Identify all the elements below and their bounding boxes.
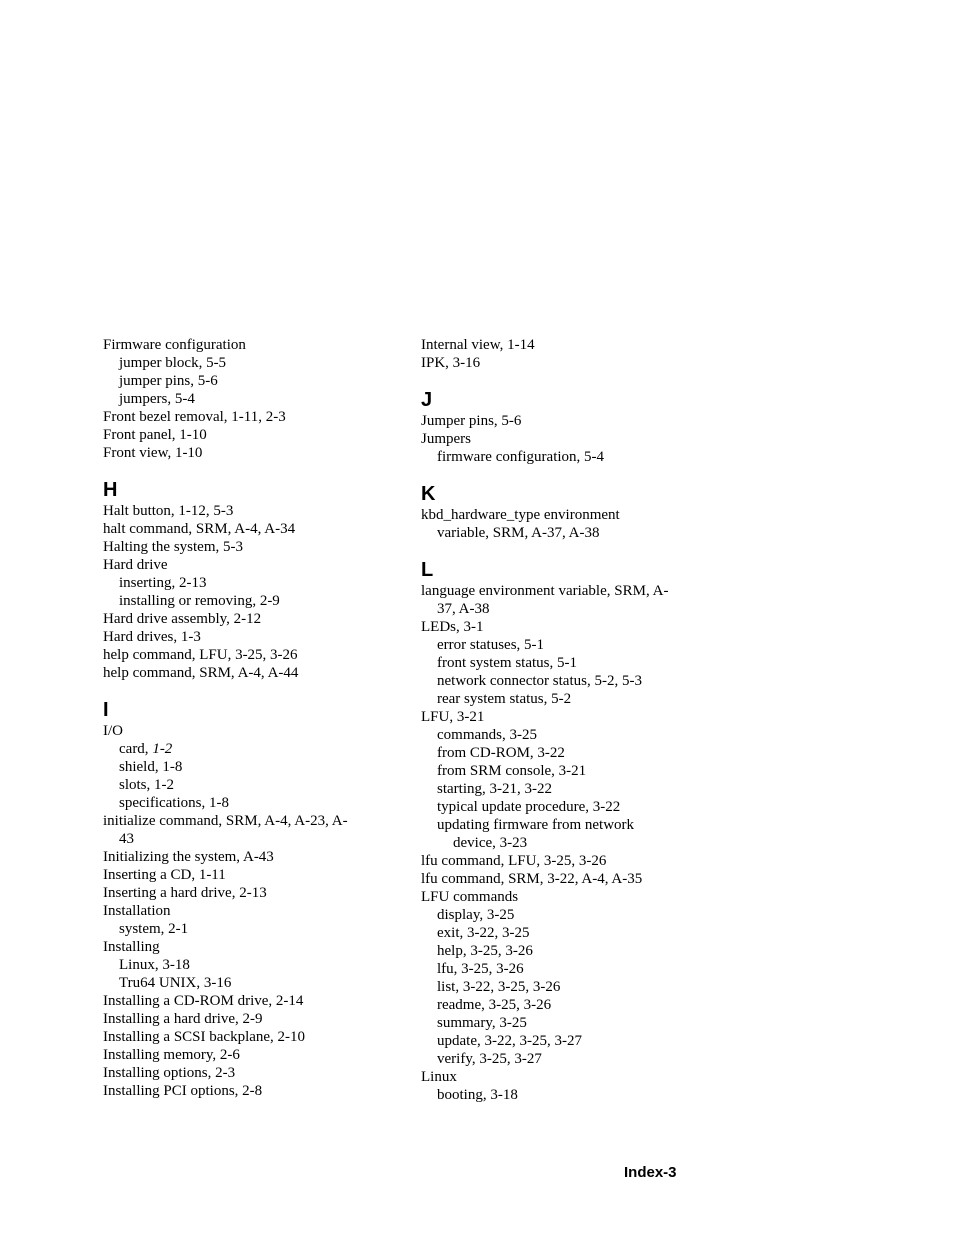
index-letter-heading: L [421,559,434,581]
index-entry: IPK, 3-16 [421,355,481,371]
index-subentry: Tru64 UNIX, 3-16 [119,975,232,991]
index-entry: Linux [421,1069,457,1085]
index-entry: Initializing the system, A-43 [103,849,274,865]
page-number: Index-3 [624,1164,677,1181]
index-entry: Firmware configuration [103,337,246,353]
index-entry: lfu command, SRM, 3-22, A-4, A-35 [421,871,643,887]
index-subentry: verify, 3-25, 3-27 [437,1051,542,1067]
index-entry: Hard drive assembly, 2-12 [103,611,262,627]
index-entry: Inserting a CD, 1-11 [103,867,226,883]
index-entry: kbd_hardware_type environment [421,507,620,523]
index-entry: LFU, 3-21 [421,709,485,725]
index-subentry: network connector status, 5-2, 5-3 [437,673,642,689]
index-subentry: booting, 3-18 [437,1087,518,1103]
index-subentry: 43 [119,831,134,847]
index-entry: Front bezel removal, 1-11, 2-3 [103,409,286,425]
index-entry: help command, LFU, 3-25, 3-26 [103,647,298,663]
index-column-right [421,336,711,1104]
index-subentry: system, 2-1 [119,921,189,937]
index-subentry: jumper block, 5-5 [119,355,227,371]
index-subentry: Linux, 3-18 [119,957,190,973]
index-subentry: shield, 1-8 [119,759,183,775]
index-entry: Hard drive [103,557,168,573]
index-entry: Installing PCI options, 2-8 [103,1083,263,1099]
index-entry: Inserting a hard drive, 2-13 [103,885,267,901]
index-entry: Internal view, 1-14 [421,337,535,353]
index-entry: Installing options, 2-3 [103,1065,236,1081]
index-letter-heading: H [103,479,118,501]
index-subentry: firmware configuration, 5-4 [437,449,605,465]
index-subentry: from CD-ROM, 3-22 [437,745,565,761]
index-entry: Halt button, 1-12, 5-3 [103,503,234,519]
index-subentry: list, 3-22, 3-25, 3-26 [437,979,561,995]
index-subentry: readme, 3-25, 3-26 [437,997,552,1013]
index-subentry: display, 3-25 [437,907,515,923]
index-entry: Front view, 1-10 [103,445,203,461]
index-subentry: lfu, 3-25, 3-26 [437,961,524,977]
index-subentry: installing or removing, 2-9 [119,593,280,609]
index-subentry: front system status, 5-1 [437,655,577,671]
index-entry: Installing a CD-ROM drive, 2-14 [103,993,304,1009]
index-subentry: rear system status, 5-2 [437,691,572,707]
index-entry: language environment variable, SRM, A- [421,583,669,599]
index-subentry: typical update procedure, 3-22 [437,799,621,815]
index-entry: Installing [103,939,160,955]
index-subentry: exit, 3-22, 3-25 [437,925,530,941]
index-subentry: jumpers, 5-4 [119,391,195,407]
index-subentry: summary, 3-25 [437,1015,527,1031]
index-entry: lfu command, LFU, 3-25, 3-26 [421,853,607,869]
index-subentry [103,740,403,758]
index-subentry: commands, 3-25 [437,727,537,743]
index-subentry: 37, A-38 [437,601,490,617]
index-subentry: from SRM console, 3-21 [437,763,587,779]
index-entry: LEDs, 3-1 [421,619,484,635]
index-entry: Installing a hard drive, 2-9 [103,1011,263,1027]
index-entry: Installation [103,903,171,919]
index-subentry: error statuses, 5-1 [437,637,545,653]
index-subentry: inserting, 2-13 [119,575,207,591]
index-letter-heading: J [421,389,433,411]
index-entry: Jumper pins, 5-6 [421,413,522,429]
index-column-left [103,336,403,1100]
index-letter-heading: K [421,483,436,505]
index-entry: Hard drives, 1-3 [103,629,201,645]
index-entry: initialize command, SRM, A-4, A-23, A- [103,813,348,829]
index-subentry: jumper pins, 5-6 [119,373,218,389]
index-letter-heading: I [103,699,109,721]
index-page-ref: 1-2 [152,741,173,757]
index-entry: Front panel, 1-10 [103,427,207,443]
index-subentry: help, 3-25, 3-26 [437,943,533,959]
index-entry: Jumpers [421,431,471,447]
index-entry: help command, SRM, A-4, A-44 [103,665,299,681]
index-subentry: device, 3-23 [453,835,528,851]
index-subentry: specifications, 1-8 [119,795,229,811]
index-entry: I/O [103,723,123,739]
index-subentry: starting, 3-21, 3-22 [437,781,552,797]
index-entry: LFU commands [421,889,519,905]
index-entry: Installing memory, 2-6 [103,1047,240,1063]
index-subentry: update, 3-22, 3-25, 3-27 [437,1033,582,1049]
index-entry: Installing a SCSI backplane, 2-10 [103,1029,306,1045]
index-subentry: updating firmware from network [437,817,635,833]
index-subentry: slots, 1-2 [119,777,175,793]
index-subentry: variable, SRM, A-37, A-38 [437,525,600,541]
index-entry-text: card, [119,741,153,757]
index-entry: halt command, SRM, A-4, A-34 [103,521,296,537]
index-entry: Halting the system, 5-3 [103,539,243,555]
